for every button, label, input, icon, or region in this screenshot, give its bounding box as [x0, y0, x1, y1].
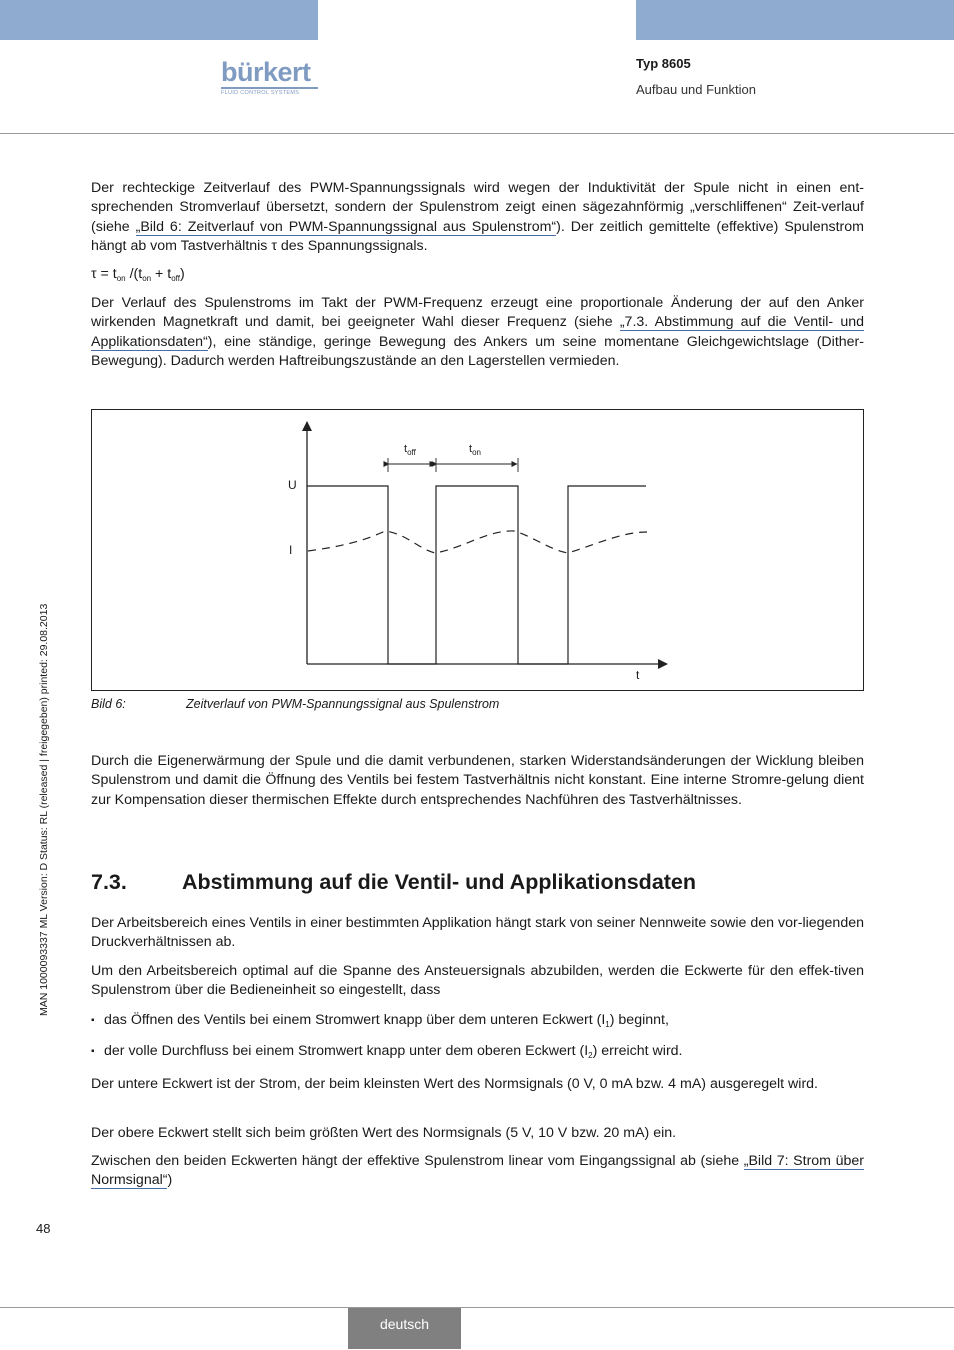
label-t-on — [469, 443, 481, 455]
figure-caption-text: Zeitverlauf von PWM-Spannungssignal aus Spulenstrom — [186, 697, 500, 711]
bullet-marker: ▪ — [91, 1046, 95, 1057]
para1-text-start: Der rechteckige Zeitverlauf des PWM-Spannungssignals wird wegen der Induktivität der Spule nicht in einen ent-sprechenden Stromverlauf übersetzt, sondern der Spulenstrom zeigt einen sägezahnförmig „verschliffenen“ Zeit-verlauf (siehe — [91, 180, 864, 235]
para1-text-end: ). Der zeitlich gemittelte (effektive) Spulenstrom hängt ab vom Tastverhältnis τ des Spannungssignals. — [91, 218, 864, 254]
link-bild-6[interactable]: „Bild 6: Zeitverlauf von PWM-Spannungssignal aus Spulenstrom“ — [135, 218, 557, 235]
section-number: 7.3. — [91, 870, 127, 894]
header-divider — [0, 133, 954, 134]
logo-tagline: FLUID CONTROL SYSTEMS — [221, 90, 300, 96]
paragraph-upper-corner: Der obere Eckwert stellt sich beim größten Wert des Normsignals (5 V, 10 V bzw. 20 mA) ein. — [91, 1125, 677, 1141]
chapter-title: Aufbau und Funktion — [636, 82, 756, 97]
formula-sub: on — [142, 274, 152, 283]
label-voltage: U — [288, 478, 297, 492]
formula-sub: off — [171, 274, 180, 283]
header-band-right — [636, 0, 954, 40]
paragraph-pwm-intro — [91, 179, 864, 256]
t-on-base: t — [469, 443, 473, 455]
page-number: 48 — [36, 1221, 51, 1236]
logo-wordmark: bürkert — [221, 57, 311, 87]
paragraph-lower-corner: Der untere Eckwert ist der Strom, der beim kleinsten Wert des Normsignals (0 V, 0 mA bzw. 4 mA) ausgeregelt wird. — [91, 1076, 818, 1092]
t-off-base: t — [404, 443, 408, 455]
bullet-text-start: das Öffnen des Ventils bei einem Stromwert knapp über dem unteren Eckwert (I — [104, 1012, 606, 1028]
bullet-text — [104, 1011, 669, 1030]
label-t-off — [404, 443, 416, 455]
voltage-signal-line — [307, 486, 646, 664]
label-current: I — [289, 543, 293, 557]
para8-text-end: ) — [167, 1172, 173, 1189]
formula-sub: on — [116, 274, 126, 283]
formula-part: + t — [151, 266, 172, 282]
bullet-marker: ▪ — [91, 1015, 95, 1026]
header-band-left — [0, 0, 318, 40]
figure-caption-number: Bild 6: — [91, 697, 126, 711]
logo-underline — [221, 87, 318, 89]
duty-cycle-formula — [91, 265, 864, 284]
bullet-text-end: ) beginnt, — [609, 1012, 669, 1028]
footer-divider — [0, 1307, 954, 1308]
document-type: Typ 8605 — [636, 56, 691, 71]
bullet-text-start: der volle Durchfluss bei einem Stromwert knapp unter dem oberen Eckwert (I — [104, 1043, 589, 1059]
paragraph-working-range: Der Arbeitsbereich eines Ventils in einer bestimmten Applikation hängt stark von seiner Nennweite sowie den vor-liegenden Druckverhältnissen ab. — [91, 915, 864, 951]
document-id-sidebar: MAN 1000093337 ML Version: D Status: RL (released | freigegeben) printed: 29.08.2013 — [38, 603, 50, 1016]
paragraph-current-control: Durch die Eigenerwärmung der Spule und die damit verbundenen, starken Widerstandsänderungen der Wicklung bleiben Spulenstrom und damit die Öffnung des Ventils bei festem Tastverhältnis nicht konstant. Eine interne Stromre-gelung dient zur Kompensation dieser thermischen Effekte durch entsprechendes Nachführen des Tastverhältnisses. — [91, 753, 864, 808]
current-signal-line — [308, 531, 647, 553]
link-section-7-3[interactable]: „7.3. Abstimmung auf die Ventil- und Applikationsdaten“ — [91, 314, 865, 350]
bullet-sub: 1 — [605, 1020, 610, 1029]
section-title: Abstimmung auf die Ventil- und Applikationsdaten — [182, 870, 697, 894]
brand-logo — [221, 58, 321, 96]
formula-part: τ = t — [91, 266, 117, 282]
link-bild-7[interactable]: „Bild 7: Strom über Normsignal“ — [91, 1153, 865, 1189]
paragraph-corner-values: Um den Arbeitsbereich optimal auf die Spanne des Ansteuersignals abzubilden, werden die Eckwerte für den effek-tiven Spulenstrom über die Bedieneinheit so eingestellt, dass — [91, 963, 864, 999]
label-time: t — [636, 668, 640, 682]
bullet-text — [104, 1042, 683, 1061]
t-off-sub: off — [407, 448, 416, 457]
t-on-sub: on — [472, 448, 481, 457]
bullet-sub: 2 — [588, 1051, 593, 1060]
para2-text-end: ), eine ständige, geringe Bewegung des Ankers um seine momentane Gleichgewichtslage (Dither-Bewegung). Dadurch werden Haftreibungszustände an den Lagerstellen vermieden. — [91, 333, 864, 369]
para2-text-start: Der Verlauf des Spulenstroms im Takt der PWM-Frequenz erzeugt eine proportionale Änderung der auf den Anker wirkenden Magnetkraft und damit, bei geeigneter Wahl dieser Frequenz (siehe — [91, 295, 864, 331]
paragraph-dither — [91, 294, 864, 371]
pwm-diagram — [91, 409, 864, 691]
formula-part: ) — [179, 266, 185, 282]
bullet-text-end: ) erreicht wird. — [592, 1043, 683, 1059]
language-tab: deutsch — [348, 1308, 461, 1349]
formula-part: /(t — [125, 266, 143, 282]
paragraph-linear-relation — [91, 1152, 864, 1191]
para8-text-start: Zwischen den beiden Eckwerten hängt der effektive Spulenstrom linear vom Eingangssignal ab (siehe — [91, 1153, 744, 1169]
